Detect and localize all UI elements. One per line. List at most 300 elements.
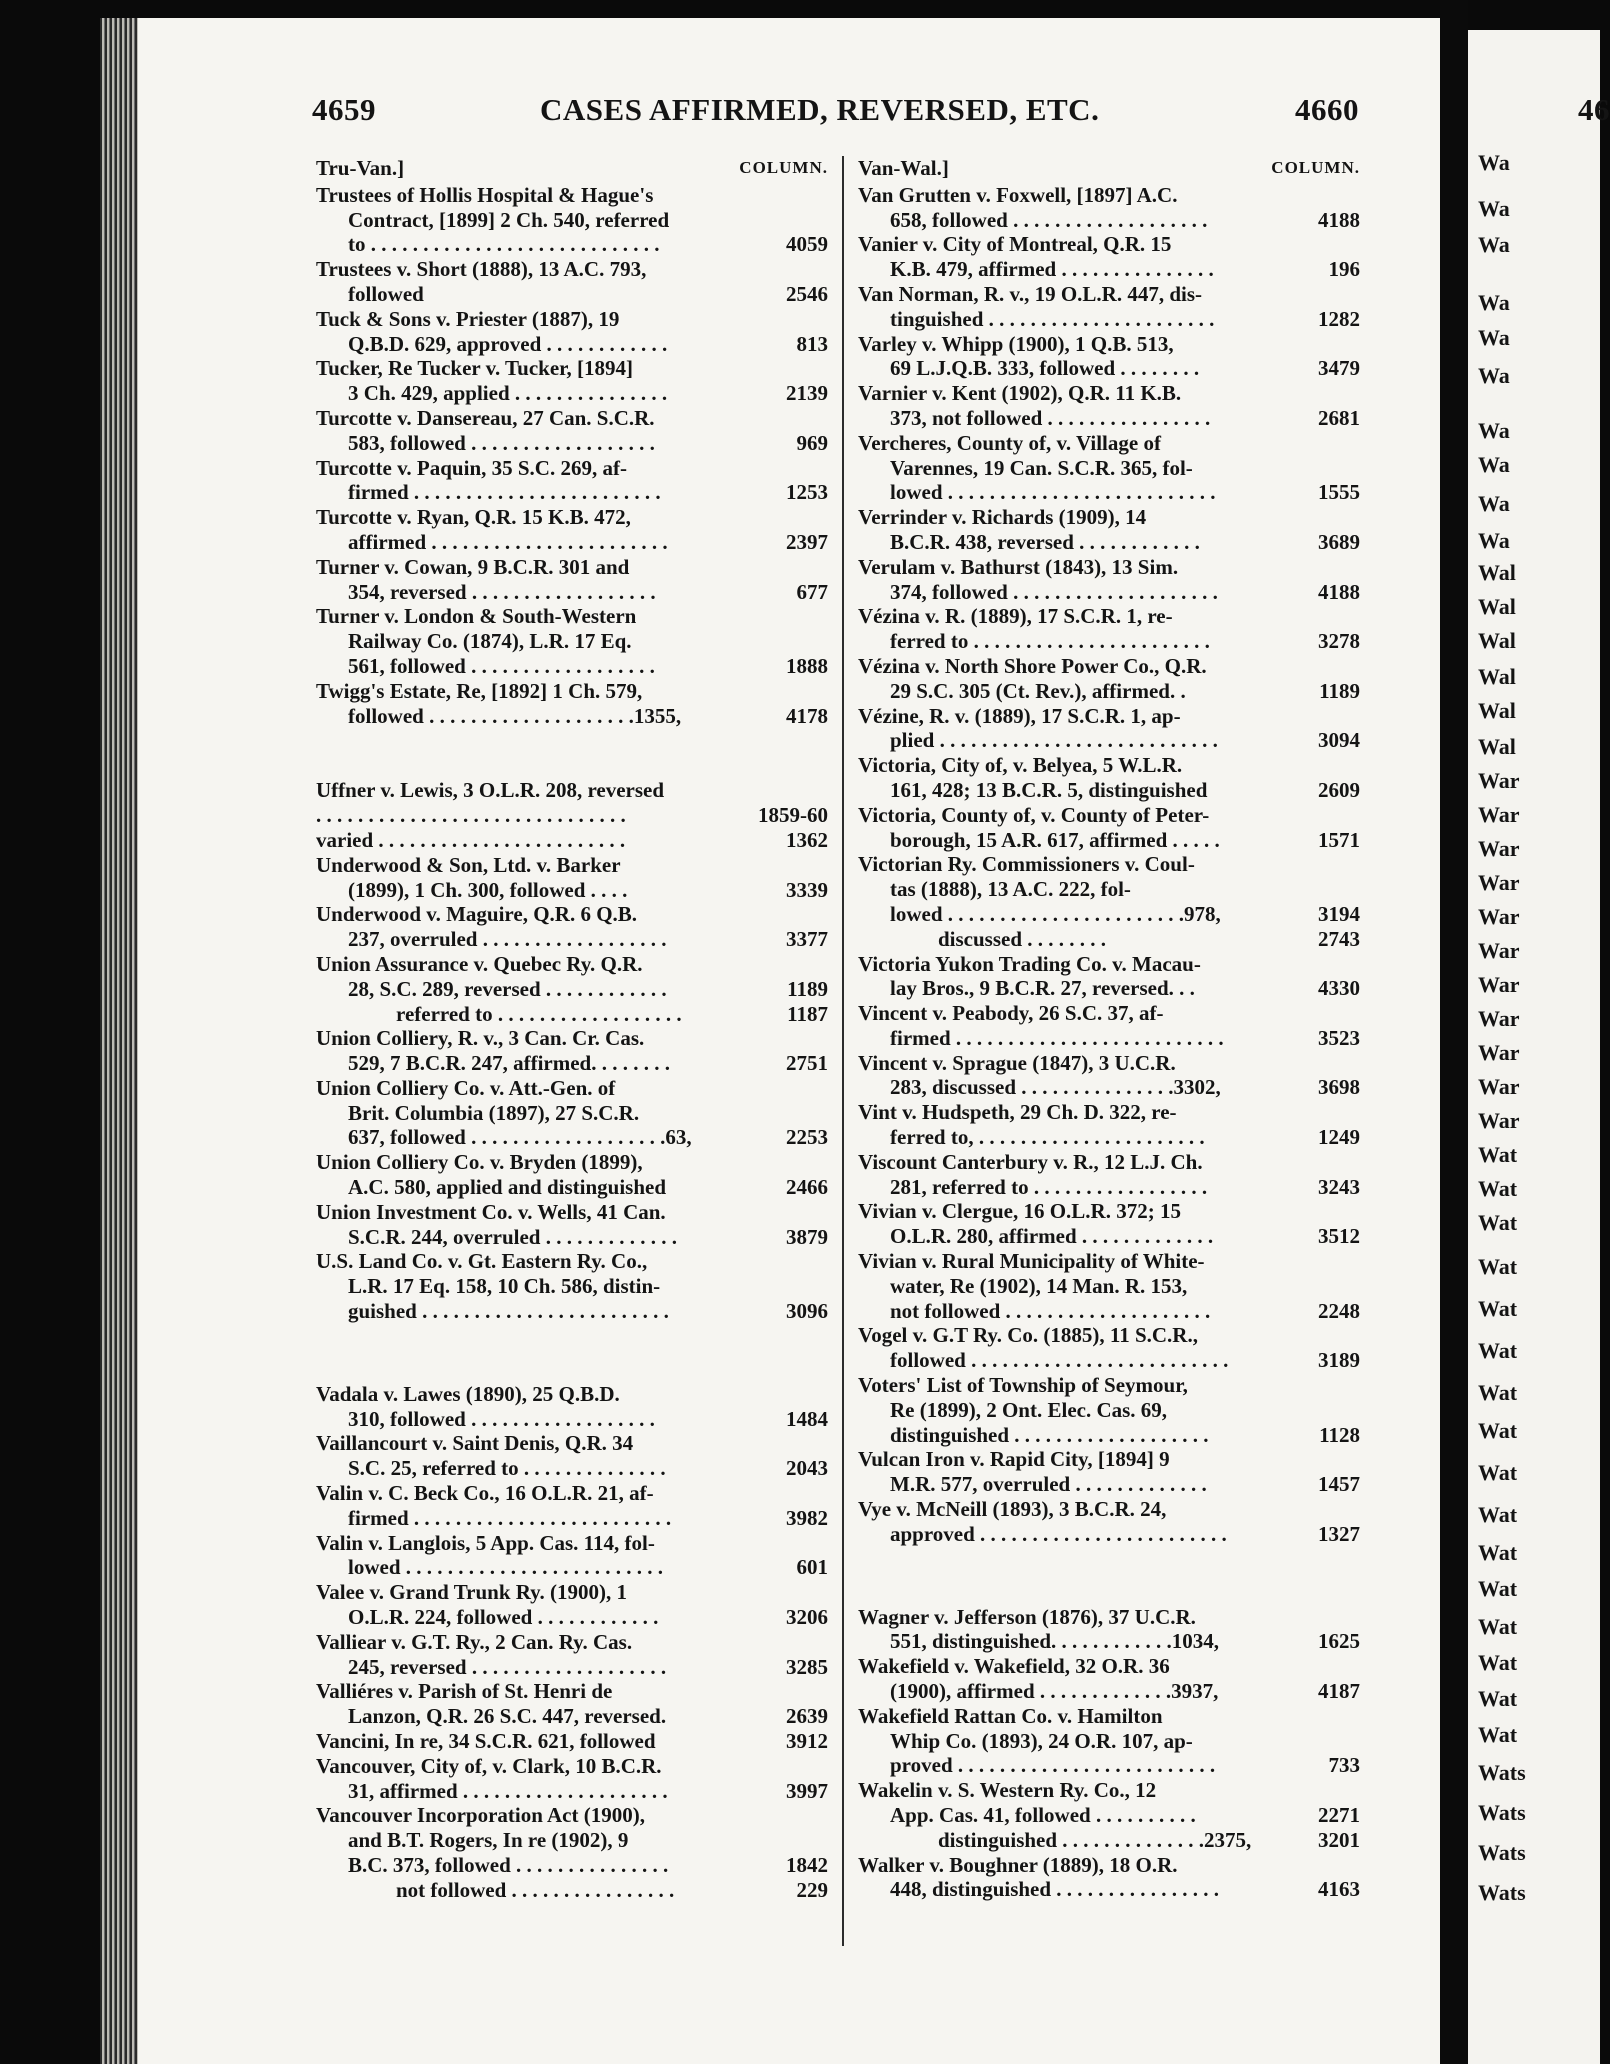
next-page-fragment: Wat bbox=[1478, 1722, 1518, 1747]
column-reference: 4330 bbox=[1318, 976, 1360, 1001]
column-reference: 3512 bbox=[1318, 1224, 1360, 1249]
entry-text: 310, followed . . . . . . . . . . . . . . . . . . bbox=[348, 1406, 655, 1431]
index-entry bbox=[858, 1051, 1360, 1101]
entry-line: L.R. 17 Eq. 158, 10 Ch. 586, distin- bbox=[348, 1274, 661, 1299]
column-reference: 3243 bbox=[1318, 1174, 1360, 1199]
next-page-fragment: War bbox=[1478, 870, 1520, 895]
entry-line bbox=[858, 1175, 1360, 1200]
entry-line: Tucker, Re Tucker v. Tucker, [1894] bbox=[316, 356, 634, 381]
entry-line: Union Colliery, R. v., 3 Can. Cr. Cas. bbox=[316, 1026, 645, 1051]
index-entry bbox=[316, 1531, 828, 1581]
entry-line: Vivian v. Clergue, 16 O.L.R. 372; 15 bbox=[858, 1199, 1181, 1224]
next-page-fragment: Wal bbox=[1478, 664, 1516, 689]
entry-text: 31, affirmed . . . . . . . . . . . . . . . . . . . . bbox=[348, 1778, 668, 1803]
index-entry bbox=[316, 406, 828, 456]
entry-line bbox=[316, 1506, 828, 1531]
entry-text: 245, reversed . . . . . . . . . . . . . . . . . . . bbox=[348, 1654, 667, 1679]
entry-text: distinguished . . . . . . . . . . . . . . . . . . . bbox=[890, 1422, 1209, 1447]
column-range: Van-Wal.] bbox=[858, 156, 949, 180]
entry-line bbox=[858, 1522, 1360, 1547]
entry-line: Contract, [1899] 2 Ch. 540, referred bbox=[348, 207, 670, 232]
index-entry bbox=[316, 1481, 828, 1531]
entry-line: Varley v. Whipp (1900), 1 Q.B. 513, bbox=[858, 331, 1174, 356]
column-range: Tru-Van.] bbox=[316, 156, 405, 180]
entry-text: A.C. 580, applied and distinguished bbox=[348, 1175, 667, 1200]
entry-line bbox=[858, 927, 1360, 952]
index-entry bbox=[316, 1679, 828, 1729]
entry-line bbox=[858, 778, 1360, 803]
column-reference: 2639 bbox=[786, 1704, 828, 1729]
next-page-fragment: War bbox=[1478, 836, 1520, 861]
entry-line bbox=[858, 307, 1360, 332]
entry-line: Underwood & Son, Ltd. v. Barker bbox=[316, 852, 621, 877]
entry-line bbox=[858, 1629, 1360, 1654]
index-entry bbox=[858, 803, 1360, 853]
index-entry bbox=[316, 1076, 828, 1150]
entry-line bbox=[858, 356, 1360, 381]
column-reference: 1625 bbox=[1318, 1629, 1360, 1654]
entry-text: B.C. 373, followed . . . . . . . . . . . . . . . bbox=[348, 1853, 669, 1877]
entry-line bbox=[316, 654, 828, 679]
index-entry bbox=[858, 927, 1360, 952]
next-page-fragment: Wat bbox=[1478, 1338, 1518, 1363]
entry-line bbox=[858, 257, 1360, 282]
next-page-fragment: Wa bbox=[1478, 196, 1510, 221]
next-page-fragment: Wal bbox=[1478, 698, 1516, 723]
column-reference: 3982 bbox=[786, 1505, 828, 1530]
next-page-fragment: Wa bbox=[1478, 452, 1510, 477]
next-page-fragment: War bbox=[1478, 904, 1520, 929]
entry-text: approved . . . . . . . . . . . . . . . . . . . . . . . . bbox=[890, 1521, 1227, 1546]
next-page-fragment: Wat bbox=[1478, 1418, 1518, 1443]
entry-line bbox=[858, 406, 1360, 431]
column-reference: 3189 bbox=[1318, 1348, 1360, 1373]
entry-line bbox=[858, 679, 1360, 704]
index-entry bbox=[316, 505, 828, 555]
entry-line bbox=[858, 1803, 1360, 1828]
entry-text: 529, 7 B.C.R. 247, affirmed. . . . . . . . bbox=[348, 1051, 670, 1076]
entry-line: Vancouver Incorporation Act (1900), bbox=[316, 1803, 645, 1828]
column-left bbox=[316, 156, 828, 1903]
index-entry bbox=[316, 183, 828, 257]
index-entry bbox=[316, 1754, 828, 1804]
index-entry bbox=[858, 1828, 1360, 1853]
entry-line: Valin v. C. Beck Co., 16 O.L.R. 21, af- bbox=[316, 1481, 654, 1506]
entry-line: Turner v. London & South-Western bbox=[316, 604, 637, 629]
index-entry bbox=[316, 604, 828, 678]
entry-text: 374, followed . . . . . . . . . . . . . . . . . . . . bbox=[890, 579, 1218, 604]
entry-line bbox=[316, 1299, 828, 1324]
column-reference: 969 bbox=[796, 430, 828, 455]
entry-text: B.C.R. 438, reversed . . . . . . . . . . . . bbox=[890, 529, 1200, 554]
entry-line: Turcotte v. Dansereau, 27 Can. S.C.R. bbox=[316, 405, 655, 430]
next-page-fragment: Wats bbox=[1478, 1840, 1526, 1865]
next-page-fragment: Wal bbox=[1478, 628, 1516, 653]
entry-line bbox=[858, 1026, 1360, 1051]
index-entry bbox=[316, 1729, 828, 1754]
entry-line: Valee v. Grand Trunk Ry. (1900), 1 bbox=[316, 1580, 628, 1605]
entry-line: Varnier v. Kent (1902), Q.R. 11 K.B. bbox=[858, 381, 1182, 406]
entry-line bbox=[316, 1605, 828, 1630]
index-entry bbox=[316, 853, 828, 903]
entry-line bbox=[316, 480, 828, 505]
page-title: CASES AFFIRMED, REVERSED, ETC. bbox=[540, 92, 1100, 127]
entry-line: Victoria, County of, v. County of Peter- bbox=[858, 802, 1210, 827]
entry-text: S.C.R. 244, overruled . . . . . . . . . . . . . bbox=[348, 1224, 677, 1249]
entry-line bbox=[858, 629, 1360, 654]
entry-line: Vint v. Hudspeth, 29 Ch. D. 322, re- bbox=[858, 1100, 1177, 1125]
book-edge bbox=[100, 18, 138, 2064]
next-page-fragment: Wat bbox=[1478, 1210, 1518, 1235]
entry-line: Vogel v. G.T Ry. Co. (1885), 11 S.C.R., bbox=[858, 1323, 1198, 1348]
column-label: COLUMN. bbox=[1271, 158, 1360, 177]
column-reference: 3523 bbox=[1318, 1025, 1360, 1050]
entry-text: firmed . . . . . . . . . . . . . . . . . . . . . . . . . bbox=[348, 1505, 672, 1530]
entry-text: guished . . . . . . . . . . . . . . . . . . . . . . . . bbox=[348, 1299, 669, 1324]
index-entry bbox=[316, 1249, 828, 1323]
entry-line: Victoria Yukon Trading Co. v. Macau- bbox=[858, 951, 1201, 976]
entry-line: Valliear v. G.T. Ry., 2 Can. Ry. Cas. bbox=[316, 1629, 633, 1654]
index-entry bbox=[316, 456, 828, 506]
entry-line bbox=[858, 480, 1360, 505]
entry-text: proved . . . . . . . . . . . . . . . . . . . . . . . . . bbox=[890, 1753, 1216, 1778]
entry-line bbox=[858, 1753, 1360, 1778]
entry-line bbox=[316, 704, 828, 729]
column-reference: 229 bbox=[796, 1877, 828, 1902]
column-reference: 3377 bbox=[786, 927, 828, 952]
next-page-fragment: War bbox=[1478, 1040, 1520, 1065]
entry-line: Wagner v. Jefferson (1876), 37 U.C.R. bbox=[858, 1604, 1196, 1629]
entry-line: Union Investment Co. v. Wells, 41 Can. bbox=[316, 1199, 666, 1224]
entry-text: 354, reversed . . . . . . . . . . . . . . . . . . bbox=[348, 579, 656, 604]
index-entry bbox=[858, 753, 1360, 803]
next-page-fragment: War bbox=[1478, 1108, 1520, 1133]
next-page-fragment: Wa bbox=[1478, 232, 1510, 257]
column-reference: 2751 bbox=[786, 1051, 828, 1076]
entry-line: Vye v. McNeill (1893), 3 B.C.R. 24, bbox=[858, 1497, 1167, 1522]
next-page-fragment: Wat bbox=[1478, 1686, 1518, 1711]
column-reference: 3194 bbox=[1318, 901, 1360, 926]
column-reference: 4178 bbox=[786, 703, 828, 728]
index-entry bbox=[858, 1323, 1360, 1373]
column-reference: 4188 bbox=[1318, 579, 1360, 604]
next-page-fragment: War bbox=[1478, 972, 1520, 997]
column-reference: 2253 bbox=[786, 1125, 828, 1150]
entry-line bbox=[858, 580, 1360, 605]
index-entry bbox=[858, 1497, 1360, 1547]
entry-text: S.C. 25, referred to . . . . . . . . . . . . . . bbox=[348, 1456, 666, 1481]
column-reference bbox=[768, 778, 828, 803]
next-page-fragment: Wa bbox=[1478, 325, 1510, 350]
entry-text: referred to . . . . . . . . . . . . . . . . . . bbox=[396, 1001, 682, 1026]
index-entry bbox=[316, 1382, 828, 1432]
entry-text: 3 Ch. 429, applied . . . . . . . . . . . . . . . bbox=[348, 381, 668, 406]
index-entry bbox=[858, 1447, 1360, 1497]
entry-line: Tuck & Sons v. Priester (1887), 19 bbox=[316, 306, 620, 331]
entry-line: Vézina v. R. (1889), 17 S.C.R. 1, re- bbox=[858, 604, 1173, 629]
gutter bbox=[1440, 0, 1468, 2064]
column-reference: 1128 bbox=[1319, 1422, 1360, 1447]
column-reference: 1327 bbox=[1318, 1521, 1360, 1546]
next-page-fragment: Wat bbox=[1478, 1296, 1518, 1321]
index-entry bbox=[316, 1431, 828, 1481]
column-header bbox=[316, 156, 828, 181]
entry-text: discussed . . . . . . . . bbox=[938, 926, 1107, 951]
entry-line: Union Colliery Co. v. Bryden (1899), bbox=[316, 1150, 643, 1175]
column-reference: 1555 bbox=[1318, 480, 1360, 505]
column-reference: 1362 bbox=[786, 827, 828, 852]
column-reference: 2248 bbox=[1318, 1298, 1360, 1323]
entry-text: not followed . . . . . . . . . . . . . . . . bbox=[396, 1877, 675, 1902]
entry-line bbox=[858, 1877, 1360, 1902]
column-reference: 1457 bbox=[1318, 1472, 1360, 1497]
entry-text: to . . . . . . . . . . . . . . . . . . . . . . . . . . . . bbox=[348, 232, 660, 257]
entry-text: O.L.R. 280, affirmed . . . . . . . . . . . . . bbox=[890, 1224, 1214, 1249]
entry-line bbox=[316, 580, 828, 605]
entry-line bbox=[316, 381, 828, 406]
column-reference: 3879 bbox=[786, 1224, 828, 1249]
entry-text: ferred to, . . . . . . . . . . . . . . . . . . . . . . bbox=[890, 1125, 1205, 1150]
entry-line bbox=[316, 1704, 828, 1729]
index-entry bbox=[316, 1878, 828, 1903]
entry-text: 29 S.C. 305 (Ct. Rev.), affirmed. . bbox=[890, 678, 1186, 703]
index-entry bbox=[858, 1199, 1360, 1249]
entry-line bbox=[316, 1853, 828, 1878]
column-reference: 1187 bbox=[787, 1001, 828, 1026]
entry-line: Viscount Canterbury v. R., 12 L.J. Ch. bbox=[858, 1149, 1203, 1174]
entry-text: not followed . . . . . . . . . . . . . . . . . . . . bbox=[890, 1298, 1211, 1323]
column-reference: 2397 bbox=[786, 529, 828, 554]
column-reference: 3339 bbox=[786, 877, 828, 902]
column-reference: 677 bbox=[796, 579, 828, 604]
entry-line: Vaillancourt v. Saint Denis, Q.R. 34 bbox=[316, 1431, 634, 1456]
column-reference: 3997 bbox=[786, 1778, 828, 1803]
next-page-fragment: Wat bbox=[1478, 1460, 1518, 1485]
next-page-fragment: Wal bbox=[1478, 594, 1516, 619]
index-entry bbox=[316, 778, 828, 803]
index-entry bbox=[316, 257, 828, 307]
entry-line bbox=[858, 530, 1360, 555]
entry-line bbox=[858, 208, 1360, 233]
entry-line: Voters' List of Township of Seymour, bbox=[858, 1373, 1188, 1398]
index-entry bbox=[316, 1026, 828, 1076]
entry-line bbox=[858, 828, 1360, 853]
entry-line bbox=[858, 976, 1360, 1001]
next-page-fragment: Wat bbox=[1478, 1576, 1518, 1601]
column-reference: 3912 bbox=[786, 1729, 828, 1754]
entry-text: (1900), affirmed . . . . . . . . . . . . .3937, bbox=[890, 1679, 1219, 1704]
entry-line bbox=[316, 1407, 828, 1432]
index-entry bbox=[858, 431, 1360, 505]
next-page-fragment: War bbox=[1478, 768, 1520, 793]
entry-line: Turcotte v. Ryan, Q.R. 15 K.B. 472, bbox=[316, 505, 631, 530]
column-reference: 4163 bbox=[1318, 1877, 1360, 1902]
entry-text: Uffner v. Lewis, 3 O.L.R. 208, reversed bbox=[316, 778, 665, 803]
entry-line: Van Grutten v. Foxwell, [1897] A.C. bbox=[858, 182, 1178, 207]
index-entry bbox=[858, 952, 1360, 1002]
next-page-fragment: Wat bbox=[1478, 1254, 1518, 1279]
entry-line: Wakelin v. S. Western Ry. Co., 12 bbox=[858, 1778, 1157, 1803]
entry-text: lay Bros., 9 B.C.R. 27, reversed. . . bbox=[890, 976, 1195, 1001]
column-reference: 733 bbox=[1328, 1753, 1360, 1778]
entry-line: Turner v. Cowan, 9 B.C.R. 301 and bbox=[316, 554, 630, 579]
entry-line: Brit. Columbia (1897), 27 S.C.R. bbox=[348, 1100, 640, 1125]
column-reference: 1189 bbox=[1319, 678, 1360, 703]
column-reference: 2743 bbox=[1318, 926, 1360, 951]
column-reference: 3201 bbox=[1318, 1827, 1360, 1852]
column-reference: 3206 bbox=[786, 1605, 828, 1630]
entry-line: U.S. Land Co. v. Gt. Eastern Ry. Co., bbox=[316, 1249, 648, 1274]
column-reference: 1253 bbox=[786, 480, 828, 505]
index-entry bbox=[858, 1778, 1360, 1828]
entry-text: 161, 428; 13 B.C.R. 5, distinguished bbox=[890, 777, 1208, 802]
next-page-fragment: War bbox=[1478, 1074, 1520, 1099]
entry-line bbox=[316, 778, 828, 803]
entry-line bbox=[316, 1655, 828, 1680]
column-reference: 601 bbox=[796, 1555, 828, 1580]
next-page-fragment: Wat bbox=[1478, 1540, 1518, 1565]
column-reference: 3689 bbox=[1318, 529, 1360, 554]
column-reference: 813 bbox=[796, 331, 828, 356]
index-entry bbox=[316, 679, 828, 729]
entry-line: Vincent v. Peabody, 26 S.C. 37, af- bbox=[858, 1001, 1164, 1026]
entry-line bbox=[316, 828, 828, 853]
next-page-fragment: Wa bbox=[1478, 528, 1510, 553]
column-right bbox=[858, 156, 1360, 1902]
entry-text: Q.B.D. 629, approved . . . . . . . . . . . . bbox=[348, 331, 668, 356]
index-entry bbox=[858, 1001, 1360, 1051]
entry-line bbox=[858, 1125, 1360, 1150]
index-entry bbox=[858, 232, 1360, 282]
index-entry bbox=[316, 307, 828, 357]
next-page-fragment: Wa bbox=[1478, 418, 1510, 443]
entry-text: 281, referred to . . . . . . . . . . . . . . . . . bbox=[890, 1174, 1208, 1199]
next-page-fragment: Wat bbox=[1478, 1614, 1518, 1639]
next-page-fragment: Wat bbox=[1478, 1142, 1518, 1167]
entry-line: water, Re (1902), 14 Man. R. 153, bbox=[890, 1273, 1188, 1298]
entry-line: and B.T. Rogers, In re (1902), 9 bbox=[348, 1828, 629, 1853]
entry-line: Vancouver, City of, v. Clark, 10 B.C.R. bbox=[316, 1753, 662, 1778]
column-reference: 1842 bbox=[786, 1853, 828, 1877]
entry-line: tas (1888), 13 A.C. 222, fol- bbox=[890, 877, 1131, 902]
index-entry bbox=[858, 1704, 1360, 1778]
entry-line bbox=[858, 1472, 1360, 1497]
column-reference: 1189 bbox=[787, 976, 828, 1001]
entry-text: lowed . . . . . . . . . . . . . . . . . . . . . . .978, bbox=[890, 901, 1221, 926]
entry-line bbox=[858, 1348, 1360, 1373]
entry-line bbox=[316, 1002, 828, 1027]
entry-line bbox=[858, 1224, 1360, 1249]
next-page-fragment: Wats bbox=[1478, 1800, 1526, 1825]
entry-text: ferred to . . . . . . . . . . . . . . . . . . . . . . . bbox=[890, 629, 1210, 654]
entry-text: lowed . . . . . . . . . . . . . . . . . . . . . . . . . . bbox=[890, 480, 1216, 505]
entry-line bbox=[316, 1051, 828, 1076]
column-reference: 1571 bbox=[1318, 827, 1360, 852]
entry-text: firmed . . . . . . . . . . . . . . . . . . . . . . . . bbox=[348, 480, 661, 505]
index-entry bbox=[858, 1373, 1360, 1447]
entry-text: Lanzon, Q.R. 26 S.C. 447, reversed. bbox=[348, 1704, 667, 1729]
entry-line bbox=[316, 1729, 828, 1754]
entry-line bbox=[858, 1075, 1360, 1100]
entry-line: Wakefield v. Wakefield, 32 O.R. 36 bbox=[858, 1654, 1170, 1679]
entry-line: Valliéres v. Parish of St. Henri de bbox=[316, 1679, 613, 1704]
index-entry bbox=[858, 604, 1360, 654]
entry-line: Twigg's Estate, Re, [1892] 1 Ch. 579, bbox=[316, 678, 643, 703]
entry-line bbox=[316, 530, 828, 555]
column-reference: 1859-60 bbox=[758, 803, 828, 828]
index-entry bbox=[316, 1200, 828, 1250]
column-reference: 2609 bbox=[1318, 777, 1360, 802]
next-page-fragment: Wa bbox=[1478, 491, 1510, 516]
entry-line bbox=[316, 1555, 828, 1580]
next-page-fragment: Wats bbox=[1478, 1760, 1526, 1785]
index-entry bbox=[858, 1853, 1360, 1903]
entry-line: Union Assurance v. Quebec Ry. Q.R. bbox=[316, 951, 643, 976]
index-entry bbox=[858, 1249, 1360, 1323]
index-entry bbox=[858, 505, 1360, 555]
entry-line bbox=[316, 1175, 828, 1200]
index-entry bbox=[858, 1100, 1360, 1150]
entry-line: Victoria, City of, v. Belyea, 5 W.L.R. bbox=[858, 753, 1183, 778]
entry-text: followed . . . . . . . . . . . . . . . . . . . .1355, bbox=[348, 703, 682, 728]
entry-line: Vadala v. Lawes (1890), 25 Q.B.D. bbox=[316, 1381, 620, 1406]
entry-line: Whip Co. (1893), 24 O.R. 107, ap- bbox=[890, 1728, 1193, 1753]
entry-text: firmed . . . . . . . . . . . . . . . . . . . . . . . . . . bbox=[890, 1025, 1224, 1050]
index-entry bbox=[858, 332, 1360, 382]
next-page-fragment: War bbox=[1478, 1006, 1520, 1031]
entry-line: Vézina v. North Shore Power Co., Q.R. bbox=[858, 653, 1207, 678]
entry-line bbox=[858, 1423, 1360, 1448]
index-entry bbox=[858, 1654, 1360, 1704]
entry-line: Victorian Ry. Commissioners v. Coul- bbox=[858, 852, 1195, 877]
next-page-fragment: Wat bbox=[1478, 1502, 1518, 1527]
index-entry bbox=[316, 356, 828, 406]
entry-line bbox=[316, 1456, 828, 1481]
entry-text: 283, discussed . . . . . . . . . . . . . . .3302, bbox=[890, 1075, 1221, 1100]
entry-line: Vercheres, County of, v. Village of bbox=[858, 430, 1161, 455]
index-entry bbox=[316, 1002, 828, 1027]
entry-text: varied . . . . . . . . . . . . . . . . . . . . . . . . bbox=[316, 827, 626, 852]
index-entry bbox=[858, 381, 1360, 431]
entry-text: distinguished . . . . . . . . . . . . . .2375, bbox=[938, 1827, 1252, 1852]
entry-line: Vivian v. Rural Municipality of White- bbox=[858, 1249, 1205, 1274]
entry-text: 658, followed . . . . . . . . . . . . . . . . . . . bbox=[890, 207, 1208, 232]
entry-text: App. Cas. 41, followed . . . . . . . . . . bbox=[890, 1803, 1196, 1827]
entry-text: . . . . . . . . . . . . . . . . . . . . . . . . . . . . . . bbox=[316, 803, 626, 828]
entry-line bbox=[316, 878, 828, 903]
column-reference: 2271 bbox=[1318, 1803, 1360, 1827]
entry-text: borough, 15 A.R. 617, affirmed . . . . . bbox=[890, 827, 1220, 852]
entry-line: Trustees of Hollis Hospital & Hague's bbox=[316, 182, 654, 207]
entry-text: 28, S.C. 289, reversed . . . . . . . . . . . . bbox=[348, 976, 667, 1001]
next-page-fragment: Wal bbox=[1478, 560, 1516, 585]
column-reference: 2466 bbox=[786, 1175, 828, 1200]
column-reference: 2139 bbox=[786, 381, 828, 406]
next-page-fragment: Wa bbox=[1478, 150, 1510, 175]
column-reference: 196 bbox=[1328, 257, 1360, 282]
column-reference: 3698 bbox=[1318, 1075, 1360, 1100]
next-page-number-fragment: 46 bbox=[1578, 92, 1610, 127]
column-reference: 1888 bbox=[786, 653, 828, 678]
entry-line bbox=[858, 902, 1360, 927]
column-reference: 4188 bbox=[1318, 207, 1360, 232]
entry-text: 583, followed . . . . . . . . . . . . . . . . . . bbox=[348, 430, 655, 455]
entry-text: M.R. 577, overruled . . . . . . . . . . . . . bbox=[890, 1472, 1207, 1497]
next-page-fragment: Wa bbox=[1478, 290, 1510, 315]
entry-line bbox=[316, 332, 828, 357]
column-reference: 1249 bbox=[1318, 1125, 1360, 1150]
index-entry bbox=[316, 952, 828, 1002]
